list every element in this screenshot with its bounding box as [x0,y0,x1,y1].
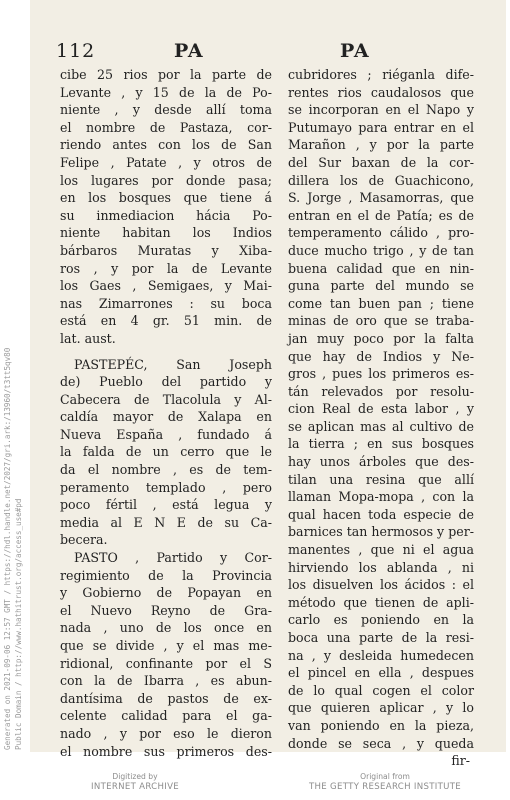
text-line: tán relevados por resolu- [288,383,474,399]
text-line: qual hacen toda especie de [288,506,474,522]
right-running-head: PA [340,40,370,62]
text-line: riendo antes con los de San [60,137,272,153]
text-line: S. Jorge , Masamorras, que [288,190,474,206]
text-line: temperamento cálido , pro- [288,225,474,241]
text-line: lat. aust. [60,330,116,346]
text-line: na , y desleida humedecen [288,647,474,663]
side-note-line-2: Public Domain / http://www.hathitrust.org/access_use#pd [14,498,23,750]
text-line: con la de Ibarra , es abun- [60,673,272,689]
text-line: media al E N E de su Ca- [60,514,272,530]
text-line: la falda de un cerro que le [60,444,272,460]
text-line: poco fértil , está legua y [60,497,272,513]
text-line [60,348,272,356]
text-line: jan muy poco por la falta [288,330,474,346]
left-running-head: PA [174,40,204,62]
text-line: nas Zimarrones : su boca [60,295,272,311]
text-line: y Gobierno de Popayan en [60,585,272,601]
text-line: guna parte del mundo se [288,278,474,294]
right-text-column [288,66,474,770]
text-line: los lugares por donde pasa; [60,172,272,188]
text-line: del Sur baxan de la cor- [288,154,474,170]
text-line: duce mucho trigo , y de tan [288,242,474,258]
text-line: ridional, confinante por el S [60,655,272,671]
text-line: el nombre sus primeros des- [60,743,272,759]
text-line: llaman Mopa-mopa , con la [288,489,474,505]
text-line: Nueva España , fundado á [60,426,272,442]
text-line: Putumayo para entrar en el [288,119,474,135]
text-line: caldía mayor de Xalapa en [60,409,272,425]
text-line: minas de oro que se traba- [288,313,474,329]
text-line: van poniendo en la pieza, [288,717,474,733]
footer-original-from [300,772,470,793]
text-line: Cabecera de Tlacolula y Al- [60,391,272,407]
text-line: entran en el de Patía; es de [288,207,474,223]
text-line: buena calidad que en nin- [288,260,474,276]
text-line: hay unos árboles que des- [288,454,474,470]
text-line: PASTO , Partido y Cor- [74,550,272,566]
text-line: hirviendo los ablanda , ni [288,559,474,575]
text-line: niente habitan los Indios [60,225,272,241]
text-line: ros , y por la de Levante [60,260,272,276]
text-line: peramento templado , pero [60,479,272,495]
text-line: en los bosques que tiene á [60,190,272,206]
text-line: el nombre de Pastaza, cor- [60,119,272,135]
text-line: donde se seca , y queda [288,735,474,751]
text-line: que quieren aplicar , y lo [288,700,474,716]
text-line: gros , pues los primeros es- [288,366,474,382]
text-line: que se divide , y el mas me- [60,638,272,653]
text-line: la tierra ; en sus bosques [288,436,474,452]
text-line: nado , y por eso le dieron [60,725,272,741]
text-line: se incorporan en el Napo y [288,102,474,118]
text-line: cibe 25 rios por la parte de [60,67,272,82]
text-line: niente , y desde allí toma [60,102,272,118]
text-line: se aplican mas al cultivo de [288,418,474,434]
text-line: nada , uno de los once en [60,620,272,636]
side-note-line-1: Generated on 2021-09-06 12:57 GMT / https://hdl.handle.net/2027/gri.ark:/13960/t3tt5qv80 [3,347,12,750]
text-line: el pincel en ella , despues [288,665,474,681]
text-line: manentes , que ni el agua [288,542,474,558]
text-line: su inmediacion hácia Po- [60,207,272,223]
text-line: los Gaes , Semigaes, y Mai- [60,278,272,294]
text-line: cion Real de esta labor , y [288,401,474,417]
footer-getty: THE GETTY RESEARCH INSTITUTE [308,782,461,792]
hathitrust-side-note [3,330,27,750]
text-line: fir- [451,753,470,769]
text-line: método que tienen de apli- [288,594,474,610]
text-line: los disuelven los ácidos : el [288,577,474,593]
text-line: regimiento de la Provincia [60,567,272,583]
page-number: 112 [56,40,96,62]
text-line: que hay de Indios y Ne- [288,348,474,364]
text-line: becera. [60,532,108,548]
text-line: Felipe , Patate , y otros de [60,154,272,170]
text-line: de) Pueblo del partido y [60,374,272,390]
text-line: dantísima de pastos de ex- [60,690,272,706]
footer-original-label: Original from [360,772,410,781]
left-text-column [60,66,272,760]
footer-digitized-label: Digitized by [112,772,158,781]
text-line: Levante , y 15 de la de Po- [60,84,272,100]
text-line: Marañon , y por la parte [288,137,474,153]
text-line: está en 4 gr. 51 min. de [60,313,272,329]
text-line: celente calidad para el ga- [60,708,272,724]
text-line: el Nuevo Reyno de Gra- [60,602,272,618]
text-line: boca una parte de la resi- [288,630,474,645]
footer-internet-archive: INTERNET ARCHIVE [91,782,179,792]
text-line: bárbaros Muratas y Xiba- [60,242,272,258]
footer-digitized-by [80,772,190,793]
text-line: de lo qual cogen el color [288,682,474,698]
text-line: PASTEPÉC, San Joseph [74,356,272,372]
text-line: tilan una resina que allí [288,471,474,487]
text-line: dillera los de Guachicono, [288,172,474,188]
text-line: barnices tan hermosos y per- [288,524,474,540]
text-line: come tan buen pan ; tiene [288,295,474,311]
text-line: rentes rios caudalosos que [288,84,474,100]
text-line: carlo es poniendo en la [288,612,474,628]
text-line: da el nombre , es de tem- [60,462,272,478]
text-line: cubridores ; riéganla dife- [288,67,474,82]
